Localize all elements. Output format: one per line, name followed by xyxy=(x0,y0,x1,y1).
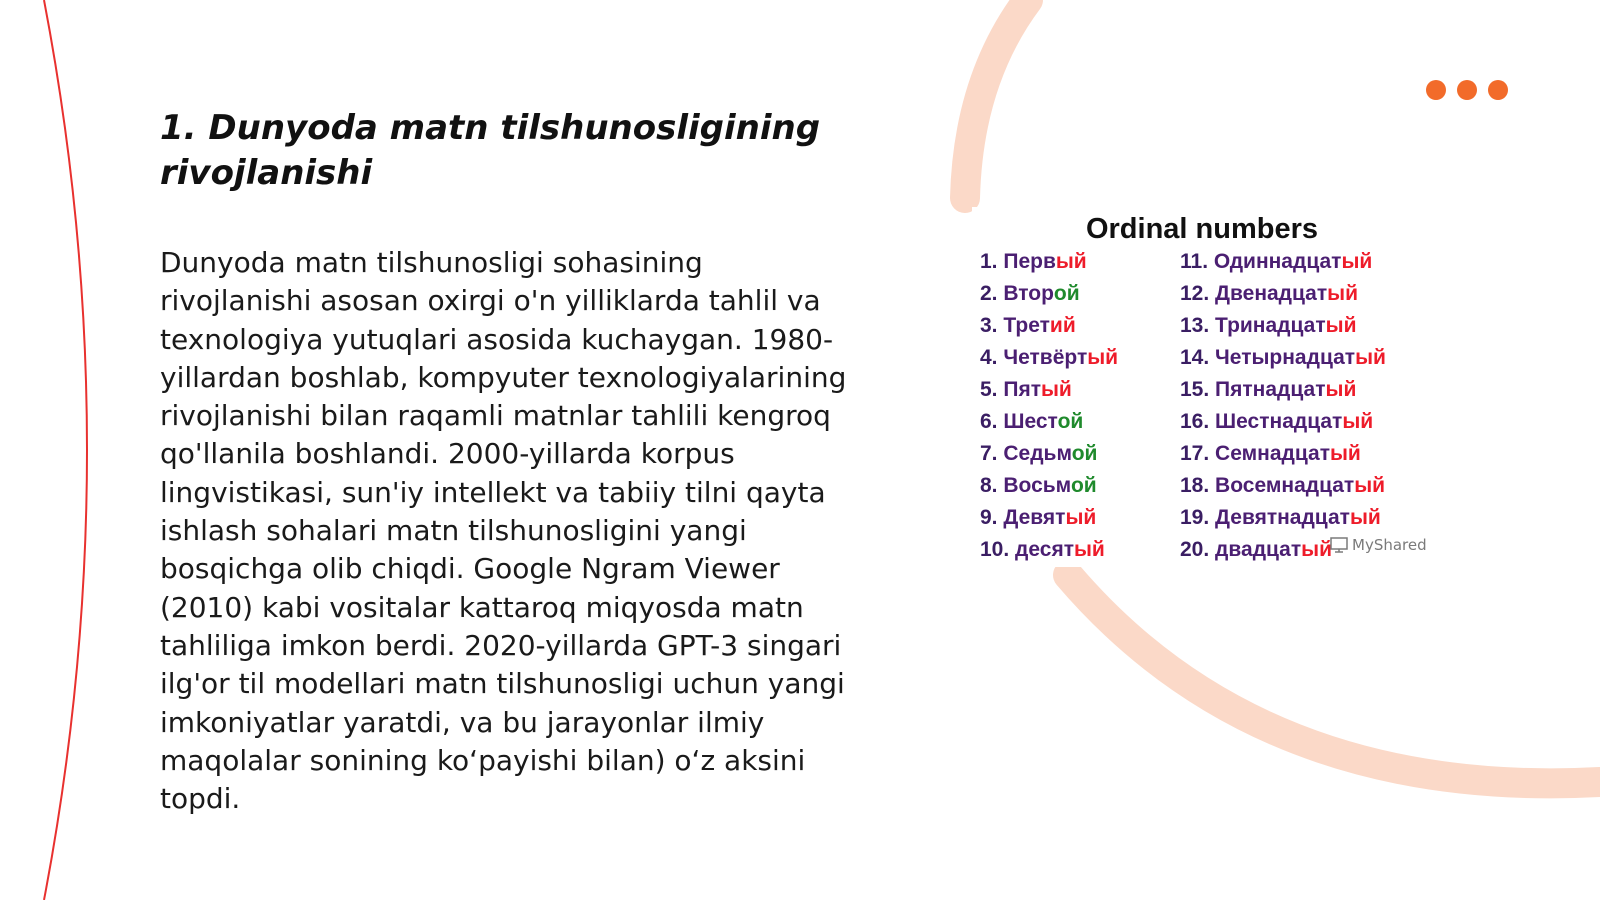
ordinal-row xyxy=(1180,278,1386,310)
ordinal-word-ending: ый xyxy=(1055,250,1087,273)
ordinal-numbers-image xyxy=(972,207,1452,567)
ordinal-word-stem: десят xyxy=(1015,538,1074,561)
ordinal-word-stem: Втор xyxy=(1003,282,1054,305)
slide-title: 1. Dunyoda matn tilshunosligining rivojlanishi xyxy=(160,108,821,193)
ordinal-word-ending: ый xyxy=(1301,538,1332,561)
ordinal-row xyxy=(980,342,1118,374)
ordinal-right-column xyxy=(1180,246,1386,566)
ordinal-number: 20. xyxy=(1180,538,1210,561)
ordinal-table-title: Ordinal numbers xyxy=(1085,213,1319,245)
ordinal-word-ending: ой xyxy=(1071,442,1098,465)
ordinal-word-stem: Перв xyxy=(1003,250,1056,273)
orange-dot-1 xyxy=(1426,80,1446,100)
ordinal-number: 5. xyxy=(980,378,998,401)
watermark xyxy=(1330,536,1427,554)
ordinal-word-stem: Пят xyxy=(1003,378,1041,401)
ordinal-row xyxy=(1180,246,1386,278)
ordinal-row xyxy=(980,374,1118,406)
ordinal-word-ending: ый xyxy=(1327,282,1358,305)
ordinal-word-stem: Пятнадцат xyxy=(1215,378,1326,401)
ordinal-number: 17. xyxy=(1180,442,1210,465)
ordinal-word-ending: ый xyxy=(1325,314,1357,337)
dots-decoration xyxy=(1426,80,1508,100)
ordinal-word-stem: Восемнадцат xyxy=(1215,474,1355,497)
ordinal-word-ending: ый xyxy=(1329,442,1361,465)
ordinal-word-stem: Шест xyxy=(1003,410,1058,433)
ordinal-word-ending: ый xyxy=(1074,538,1105,561)
ordinal-number: 16. xyxy=(1180,410,1210,433)
ordinal-word-ending: ый xyxy=(1065,506,1097,529)
ordinal-word-ending: ой xyxy=(1053,282,1080,305)
ordinal-number: 12. xyxy=(1180,282,1210,305)
ordinal-row xyxy=(980,502,1118,534)
ordinal-number: 1. xyxy=(980,250,998,273)
ordinal-word-stem: Одиннадцат xyxy=(1213,250,1342,273)
ordinal-word-ending: ый xyxy=(1355,346,1386,369)
ordinal-row xyxy=(980,406,1118,438)
ordinal-number: 18. xyxy=(1180,474,1210,497)
ordinal-number: 9. xyxy=(980,506,998,529)
ordinal-row xyxy=(980,246,1118,278)
ordinal-number: 15. xyxy=(1180,378,1210,401)
ordinal-row xyxy=(980,278,1118,310)
ordinal-row xyxy=(1180,438,1386,470)
ordinal-number: 6. xyxy=(980,410,998,433)
ordinal-number: 8. xyxy=(980,474,998,497)
ordinal-left-column xyxy=(980,246,1118,566)
ordinal-word-stem: Четырнадцат xyxy=(1215,346,1356,369)
ordinal-row xyxy=(1180,470,1386,502)
orange-dot-3 xyxy=(1488,80,1508,100)
ordinal-word-ending: ой xyxy=(1070,474,1097,497)
ordinal-word-stem: Девят xyxy=(1003,506,1066,529)
ordinal-row xyxy=(980,438,1118,470)
ordinal-number: 10. xyxy=(980,538,1010,561)
orange-dot-2 xyxy=(1457,80,1477,100)
ordinal-word-ending: ый xyxy=(1087,346,1119,369)
ordinal-word-ending: ой xyxy=(1057,410,1084,433)
ordinal-row xyxy=(1180,374,1386,406)
slide-body-text: Dunyoda matn tilshunosligi sohasining rivojlanishi asosan oxirgi o'n yilliklarda tahlil va texnologiya yutuqlari asosida kuchaygan. 1980-yillardan boshlab, kompyuter texnologiyalarining rivojlanishi bilan raqamli matnlar tahlili kengroq qo'llanila boshlandi. 2000-yillarda korpus lingvistikasi, sun'iy intellekt va tabiiy tilni qayta ishlash sohalari matn tilshunosligini yangi bosqichga olib chiqdi. Google Ngram Viewer (2010) kabi vositalar kattaroq miqyosda matn tahliliga imkon berdi. 2020-yillarda GPT-3 singari ilg'or til modellari matn tilshunosligi uchun yangi imkoniyatlar yaratdi, va bu jarayonlar ilmiy maqolalar sonining ko‘payishi bilan) o‘z aksini topdi. xyxy=(160,246,847,816)
ordinal-row xyxy=(1180,406,1386,438)
ordinal-word-stem: Девятнадцат xyxy=(1215,506,1350,529)
ordinal-word-ending: ый xyxy=(1342,410,1374,433)
ordinal-number: 3. xyxy=(980,314,998,337)
ordinal-number: 14. xyxy=(1180,346,1210,369)
bottom-arc xyxy=(1068,575,1600,783)
ordinal-word-stem: Четвёрт xyxy=(1003,346,1088,369)
watermark-text: MyShared xyxy=(1352,536,1427,554)
ordinal-number: 7. xyxy=(980,442,998,465)
ordinal-row xyxy=(1180,342,1386,374)
ordinal-number: 19. xyxy=(1180,506,1210,529)
ordinal-word-ending: ый xyxy=(1325,378,1357,401)
ordinal-row xyxy=(1180,502,1386,534)
ordinal-number: 13. xyxy=(1180,314,1210,337)
ordinal-word-stem: двадцат xyxy=(1215,538,1302,561)
ordinal-word-stem: Семнадцат xyxy=(1215,442,1330,465)
ordinal-word-stem: Шестнадцат xyxy=(1215,410,1343,433)
ordinal-word-stem: Тринадцат xyxy=(1215,314,1326,337)
ordinal-word-stem: Седьм xyxy=(1003,442,1072,465)
ordinal-word-ending: ый xyxy=(1349,506,1381,529)
ordinal-word-stem: Двенадцат xyxy=(1215,282,1328,305)
presentation-icon xyxy=(1330,537,1348,553)
ordinal-word-ending: ый xyxy=(1341,250,1373,273)
ordinal-number: 11. xyxy=(1180,250,1209,273)
ordinal-word-ending: ий xyxy=(1049,314,1076,337)
top-arc xyxy=(965,0,1028,198)
ordinal-row xyxy=(980,310,1118,342)
ordinal-word-stem: Трет xyxy=(1003,314,1050,337)
ordinal-word-ending: ый xyxy=(1041,378,1072,401)
ordinal-row xyxy=(980,470,1118,502)
ordinal-number: 4. xyxy=(980,346,998,369)
left-edge-curve xyxy=(44,0,87,900)
ordinal-word-ending: ый xyxy=(1354,474,1386,497)
ordinal-word-stem: Восьм xyxy=(1003,474,1071,497)
ordinal-row xyxy=(980,534,1118,566)
ordinal-row xyxy=(1180,310,1386,342)
ordinal-number: 2. xyxy=(980,282,998,305)
